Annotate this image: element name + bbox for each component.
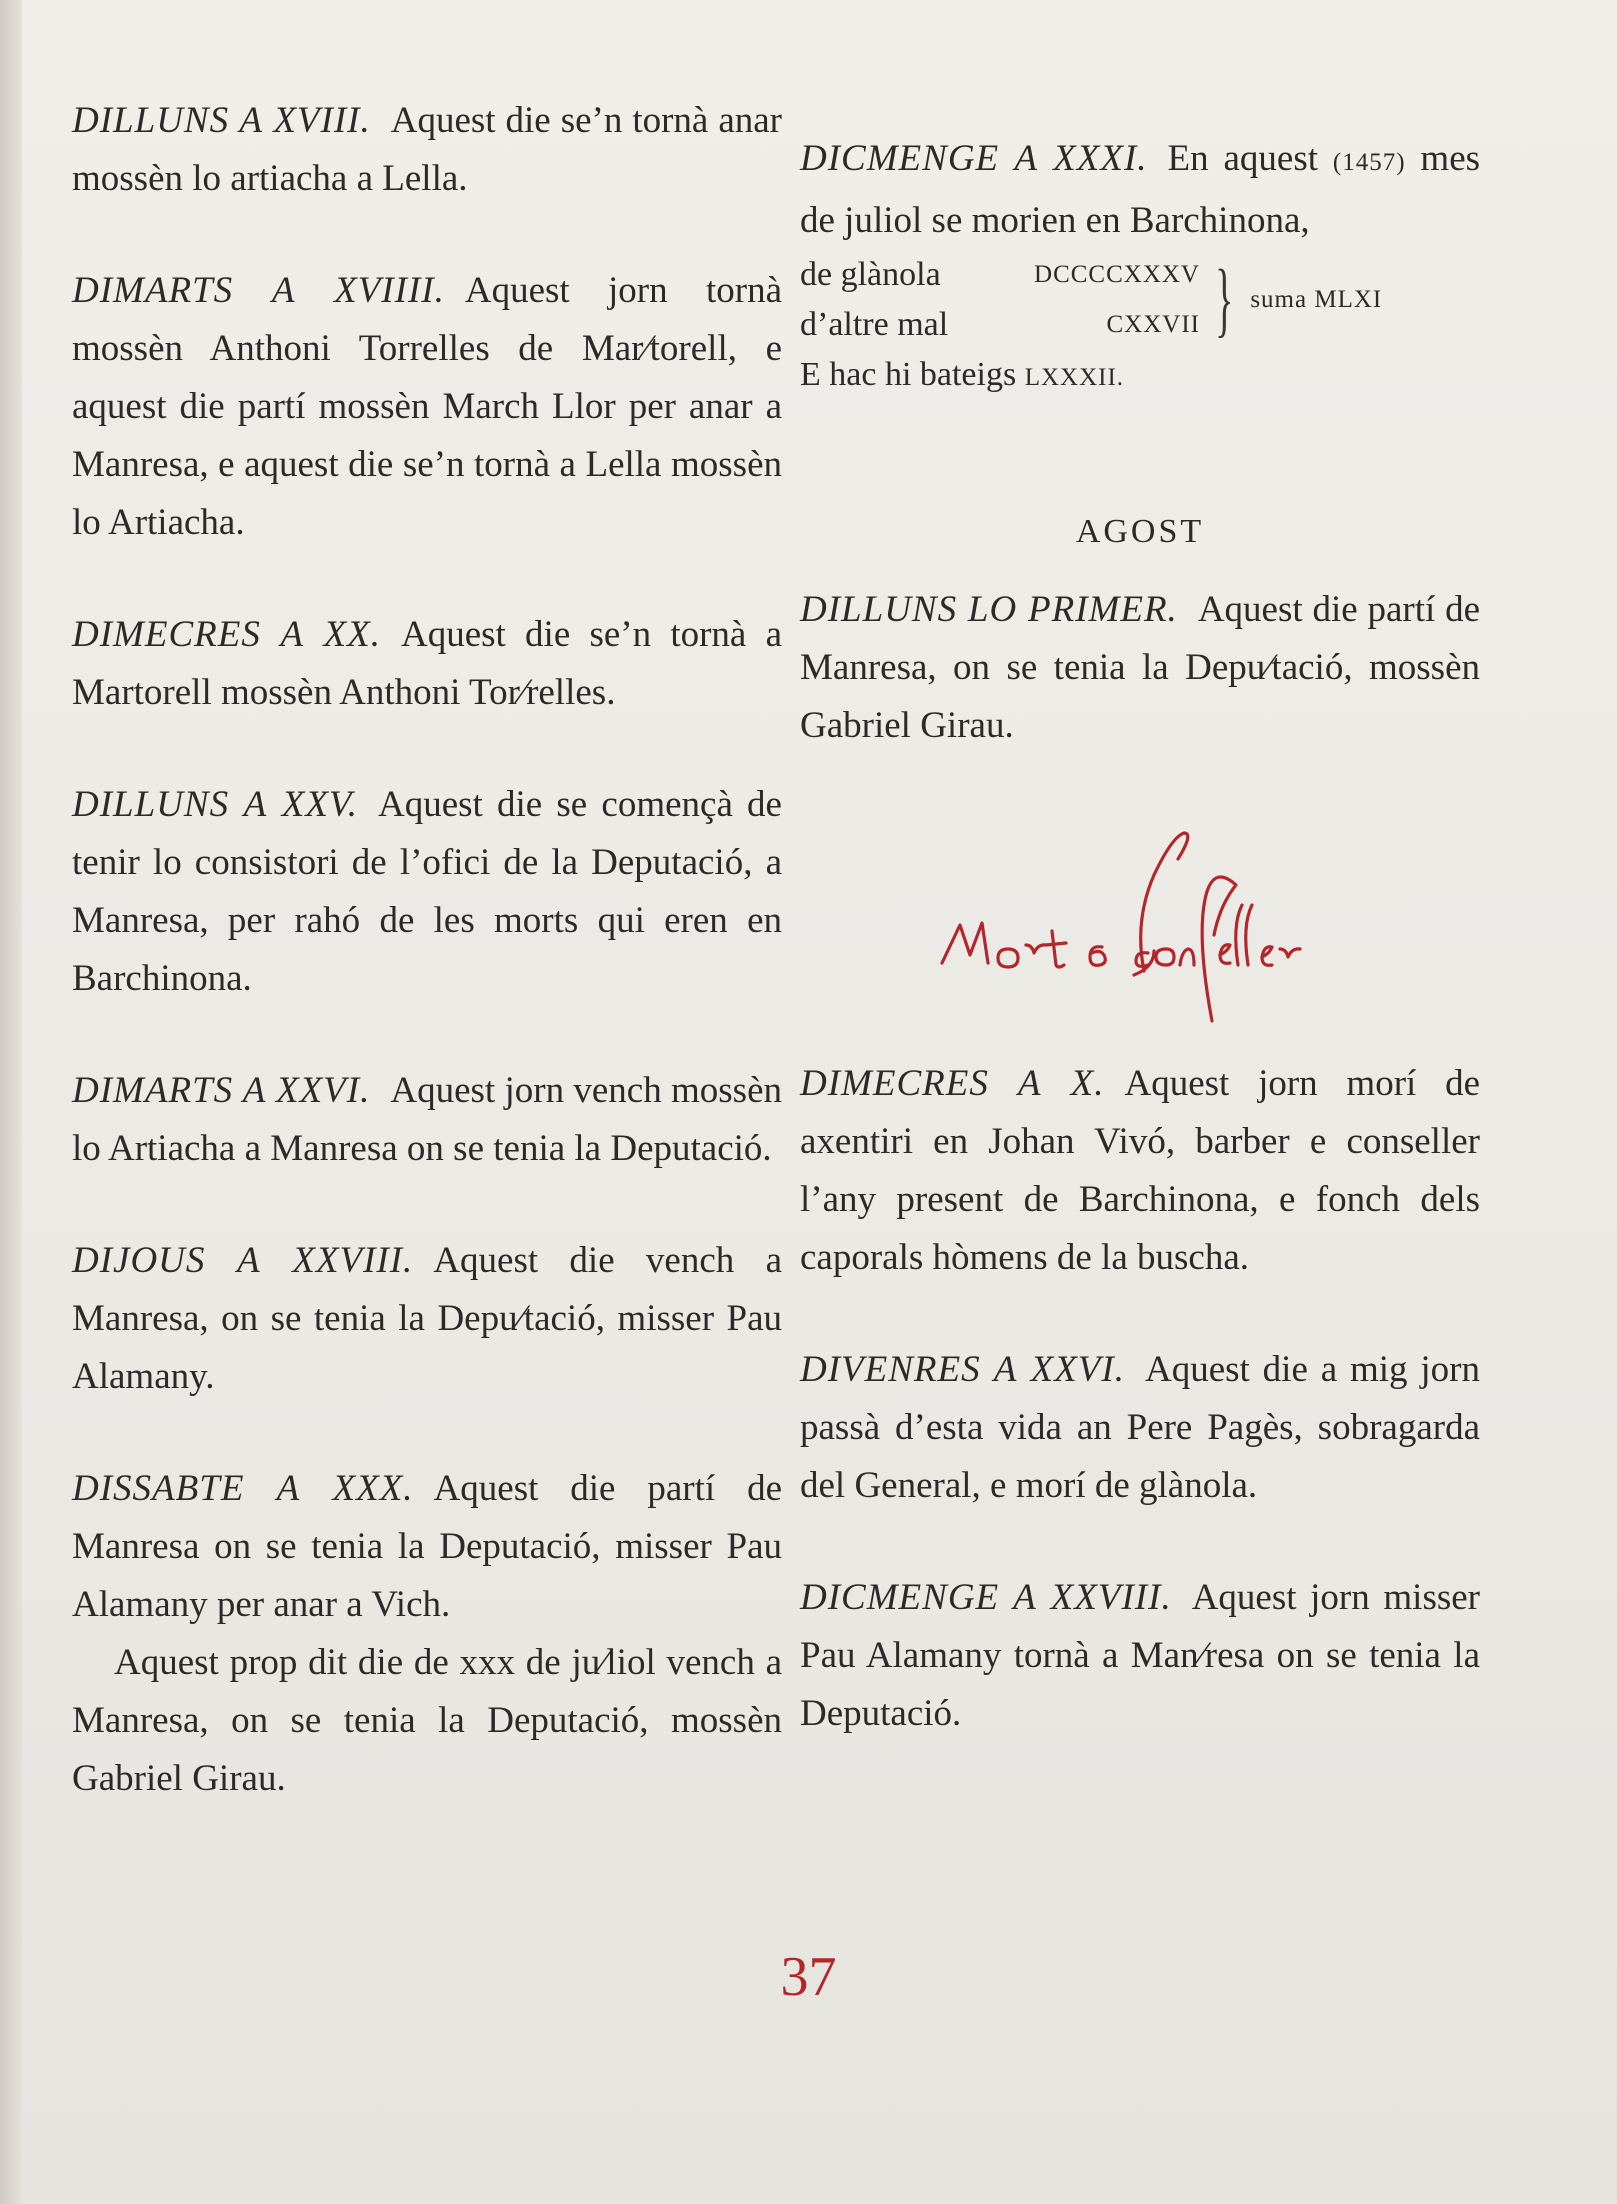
entry-text: En aquest bbox=[1167, 138, 1319, 179]
entry-continuation: Aquest prop dit die de xxx de ju⁄liol vench a Manresa, on se tenia la Deputació, mossèn Gabriel Girau. bbox=[72, 1642, 782, 1799]
diary-entry bbox=[72, 1232, 782, 1406]
stat-row-other bbox=[800, 300, 1200, 350]
diary-entry bbox=[800, 130, 1480, 250]
entry-text-continued: mes de juliol se morien en Barchinona, bbox=[800, 138, 1481, 241]
death-statistics bbox=[800, 250, 1480, 350]
baptisms-value: LXXXII. bbox=[1024, 364, 1125, 391]
entry-text: Aquest die se’n tornà a Martorell mossèn Anthoni Tor⁄relles. bbox=[72, 614, 782, 713]
entry-text: Aquest die partí de Manresa, on se tenia la Depu⁄tació, mossèn Gabriel Girau. bbox=[800, 589, 1480, 746]
diary-entry bbox=[72, 776, 782, 1008]
red-signature-mark bbox=[930, 825, 1350, 1045]
diary-entry bbox=[800, 581, 1480, 755]
entry-text: Aquest die a mig jorn passà d’esta vida an Pere Pagès, sobragarda del General, e morí de glànola. bbox=[800, 1349, 1481, 1506]
entry-text: Aquest jorn morí de axentiri en Johan Vivó, barber e conseller l’any present de Barchinona, e fonch dels caporals hòmens de la buscha. bbox=[800, 1063, 1480, 1278]
diary-entry bbox=[72, 1460, 782, 1634]
entry-date: DILLUNS A XVIII. bbox=[72, 100, 371, 141]
stat-row-plague bbox=[800, 250, 1200, 300]
entry-date: DIMARTS A XVIIII. bbox=[72, 270, 445, 311]
stat-label: de glànola bbox=[800, 256, 941, 293]
entry-date: DICMENGE A XXXI. bbox=[800, 138, 1148, 179]
entry-text: Aquest die se començà de tenir lo consistori de l’ofici de la Deputació, a Manresa, per rahó de les morts qui eren en Barchinona. bbox=[72, 784, 782, 999]
entry-date: DICMENGE A XXVIII. bbox=[800, 1577, 1172, 1618]
stat-value: CXXVII bbox=[1106, 311, 1200, 338]
entry-date: DIVENRES A XXVI. bbox=[800, 1349, 1125, 1390]
diary-entry bbox=[72, 262, 782, 552]
entry-text: Aquest die vench a Manresa, on se tenia la Depu⁄tació, misser Pau Alamany. bbox=[72, 1240, 782, 1397]
month-heading: AGOST bbox=[1075, 513, 1205, 550]
entry-date: DIJOUS A XXVIII. bbox=[72, 1240, 414, 1281]
baptisms-line bbox=[800, 350, 1480, 403]
year-note: (1457) bbox=[1332, 149, 1406, 176]
diary-entry bbox=[72, 92, 782, 208]
entry-date: DILLUNS A XXV. bbox=[72, 784, 359, 825]
left-column bbox=[72, 92, 782, 1808]
entry-date: DILLUNS LO PRIMER. bbox=[800, 589, 1178, 630]
diary-entry bbox=[800, 1341, 1480, 1515]
diary-entry bbox=[72, 1062, 782, 1178]
diary-entry bbox=[72, 606, 782, 722]
book-gutter bbox=[0, 0, 22, 2204]
entry-text: Aquest die se’n tornà anar mossèn lo artiacha a Lella. bbox=[72, 100, 782, 199]
brace-icon: } bbox=[1215, 253, 1234, 346]
stat-value: DCCCCXXXV bbox=[1034, 261, 1200, 288]
stat-label: d’altre mal bbox=[800, 306, 949, 343]
entry-date: DIMARTS A XXVI. bbox=[72, 1070, 371, 1111]
entry-text: Aquest die partí de Manresa on se tenia la Deputació, misser Pau Alamany per anar a Vich. bbox=[72, 1468, 782, 1625]
entry-text: Aquest jorn misser Pau Alamany tornà a Man⁄resa on se tenia la Deputació. bbox=[800, 1577, 1480, 1734]
entry-date: DISSABTE A XXX. bbox=[72, 1468, 414, 1509]
entry-text: Aquest jorn tornà mossèn Anthoni Torrelles de Mar⁄torell, e aquest die partí mossèn March Llor per anar a Manresa, e aquest die se’n tornà a Lella mossèn lo Artiacha. bbox=[72, 270, 782, 543]
entry-date: DIMECRES A XX. bbox=[72, 614, 381, 655]
stat-sum: suma MLXI bbox=[1250, 286, 1383, 313]
entry-text: Aquest jorn vench mossèn lo Artiacha a Manresa on se tenia la Deputació. bbox=[72, 1070, 782, 1169]
entry-date: DIMECRES A X. bbox=[800, 1063, 1105, 1104]
right-column bbox=[800, 130, 1480, 1743]
baptisms-label: E hac hi bateigs bbox=[800, 356, 1017, 393]
page-number: 37 bbox=[780, 1946, 837, 2008]
diary-entry bbox=[800, 1055, 1480, 1287]
diary-entry bbox=[800, 1569, 1480, 1743]
